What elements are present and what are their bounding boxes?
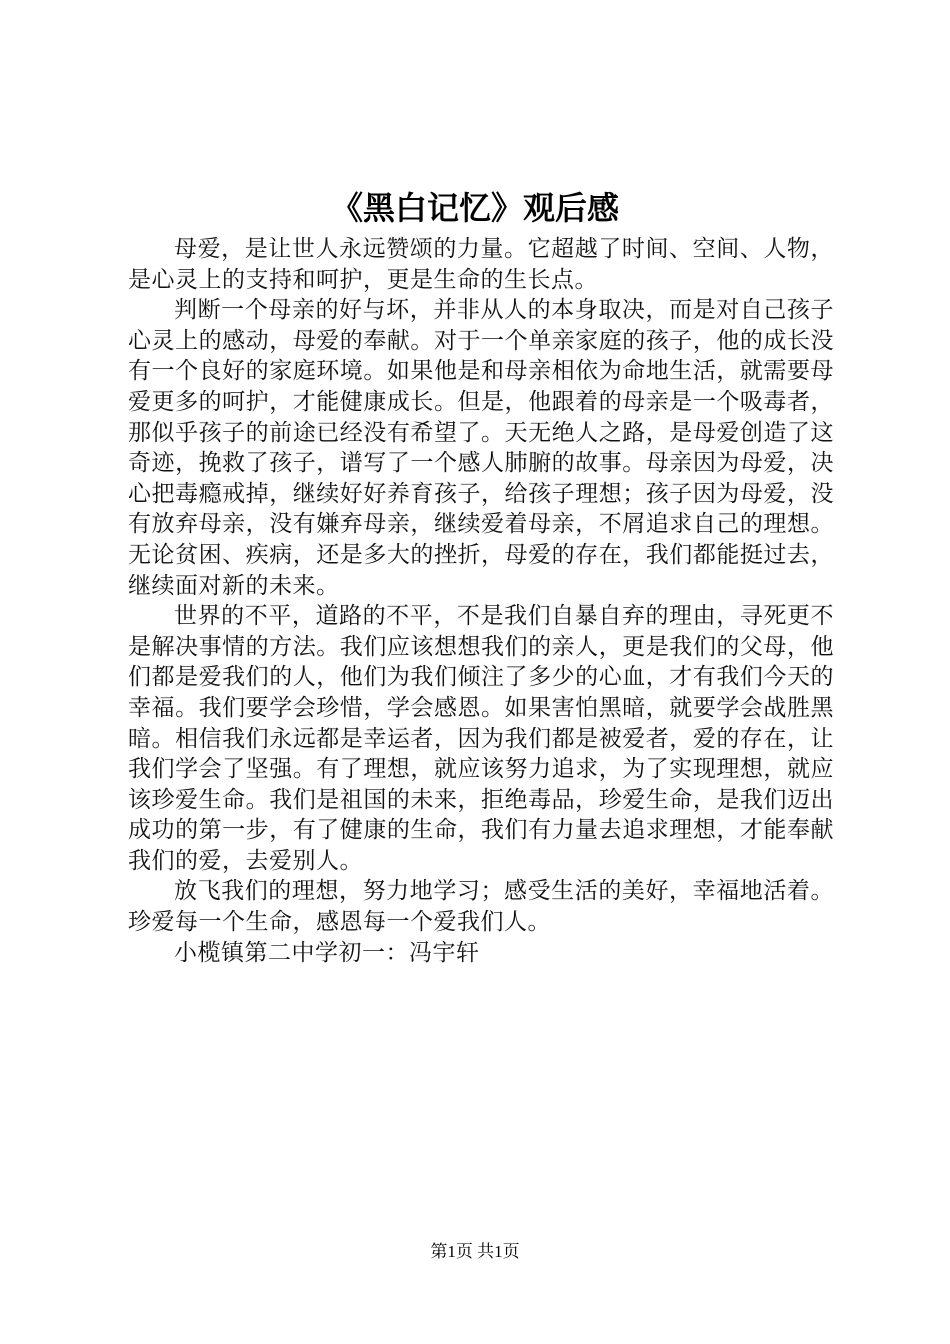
author-line: 小榄镇第二中学初一：冯宇轩 (174, 939, 480, 966)
paragraph-3: 世界的不平，道路的不平，不是我们自暴自弃的理由，寻死更不是解决事情的方法。我们应该想想我们的亲人，更是我们的父母，他们都是爱我们的人，他们为我们倾注了多少的心血，才有我们今天的幸福。我们要学会珍惜，学会感恩。如果害怕黑暗，就要学会战胜黑暗。相信我们永远都是幸运者，因为我们都是被爱者，爱的存在，让我们学会了坚强。有了理想，就应该努力追求，为了实现理想，就应该珍爱生命。我们是祖国的未来，拒绝毒品，珍爱生命，是我们迈出成功的第一步，有了健康的生命，我们有力量去追求理想，才能奉献我们的爱，去爱别人。 (128, 603, 834, 874)
paragraph-4: 放飞我们的理想，努力地学习；感受生活的美好，幸福地活着。珍爱每一个生命，感恩每一个爱我们人。 (128, 878, 834, 936)
document-title: 《黑白记忆》观后感 (330, 189, 619, 227)
document-body (128, 234, 834, 968)
paragraph-1: 母爱，是让世人永远赞颂的力量。它超越了时间、空间、人物，是心灵上的支持和呵护，更是生命的生长点。 (128, 236, 834, 293)
page-footer: 第1页 共1页 (430, 1242, 520, 1261)
paragraph-2: 判断一个母亲的好与坏，并非从人的本身取决，而是对自己孩子心灵上的感动，母爱的奉献。对于一个单亲家庭的孩子，他的成长没有一个良好的家庭环境。如果他是和母亲相依为命地生活，就需要母爱更多的呵护，才能健康成长。但是，他跟着的母亲是一个吸毒者，那似乎孩子的前途已经没有希望了。天无绝人之路，是母爱创造了这奇迹，挽救了孩子，谱写了一个感人肺腑的故事。母亲因为母爱，决心把毒瘾戒掉，继续好好养育孩子，给孩子理想；孩子因为母爱，没有放弃母亲，没有嫌弃母亲，继续爱着母亲，不屑追求自己的理想。无论贫困、疾病，还是多大的挫折，母爱的存在，我们都能挺过去，继续面对新的未来。 (128, 297, 834, 599)
